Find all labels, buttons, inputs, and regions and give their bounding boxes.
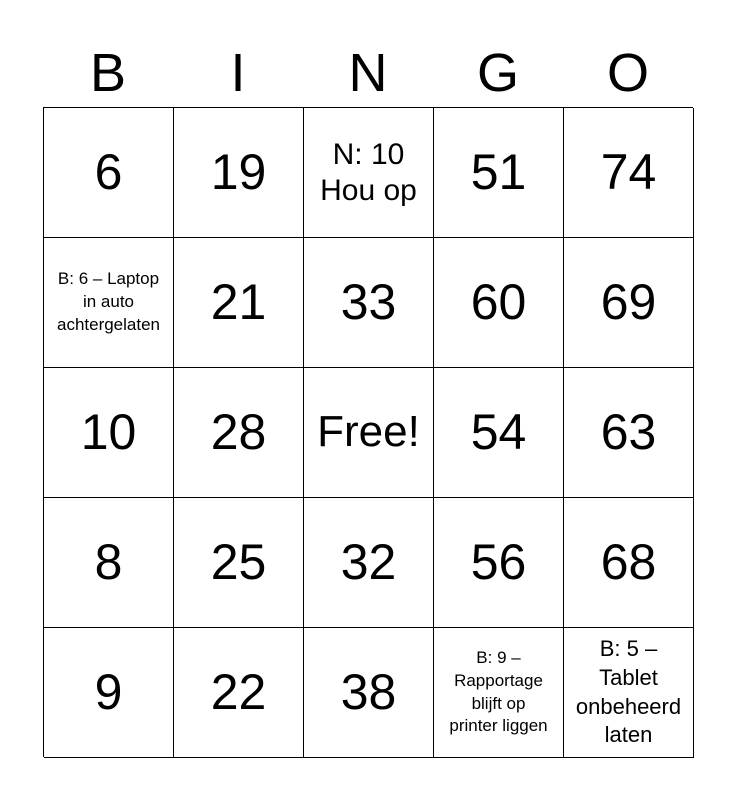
bingo-cell[interactable] (434, 238, 564, 368)
cell-text: N: 10 Hou op (320, 137, 417, 207)
bingo-cell[interactable] (44, 238, 174, 368)
bingo-cell[interactable] (44, 628, 174, 758)
bingo-cell[interactable] (304, 108, 434, 238)
header-letter-o: O (606, 43, 649, 103)
bingo-cell[interactable] (304, 238, 434, 368)
bingo-cell[interactable] (174, 238, 304, 368)
cell-text: 68 (600, 534, 657, 590)
bingo-cell[interactable] (434, 108, 564, 238)
header-letter-i: I (230, 43, 246, 103)
header-letter-g: G (476, 43, 519, 103)
cell-text: 21 (210, 274, 267, 330)
bingo-board (43, 107, 693, 757)
cell-text: 56 (470, 534, 527, 590)
cell-text: B: 9 – Rapportage blijft op printer liggen (449, 647, 548, 736)
cell-text: 10 (80, 404, 137, 460)
bingo-cell[interactable] (564, 498, 694, 628)
cell-text: 69 (600, 274, 657, 330)
bingo-cell[interactable] (304, 498, 434, 628)
header-letter-b: B (89, 43, 127, 103)
cell-text: B: 6 – Laptop in auto achtergelaten (56, 269, 161, 334)
bingo-cell[interactable] (44, 368, 174, 498)
bingo-cell[interactable] (564, 628, 694, 758)
cell-text: 8 (94, 534, 123, 590)
bingo-cell[interactable] (304, 628, 434, 758)
cell-text: 25 (210, 534, 267, 590)
bingo-cell[interactable] (174, 628, 304, 758)
bingo-cell[interactable] (564, 108, 694, 238)
cell-text: 60 (470, 274, 527, 330)
cell-text: Free! (317, 407, 420, 457)
cell-text: 9 (94, 664, 123, 720)
cell-text: 54 (470, 404, 527, 460)
bingo-cell[interactable] (44, 108, 174, 238)
bingo-header (43, 40, 693, 106)
cell-text: 51 (470, 144, 527, 200)
cell-text: 74 (600, 144, 657, 200)
cell-text: 32 (340, 534, 397, 590)
free-space-cell[interactable] (304, 368, 434, 498)
bingo-cell[interactable] (434, 368, 564, 498)
cell-text: 19 (210, 144, 267, 200)
cell-text: 33 (340, 274, 397, 330)
bingo-cell[interactable] (434, 498, 564, 628)
cell-text: 22 (210, 664, 267, 720)
cell-text: 6 (94, 144, 123, 200)
cell-text: 63 (600, 404, 657, 460)
cell-text: B: 5 – Tablet onbeheerd laten (575, 636, 682, 748)
bingo-cell[interactable] (564, 368, 694, 498)
bingo-cell[interactable] (44, 498, 174, 628)
bingo-cell[interactable] (174, 498, 304, 628)
header-letter-n: N (348, 43, 388, 103)
cell-text: 38 (340, 664, 397, 720)
cell-text: 28 (210, 404, 267, 460)
bingo-cell[interactable] (174, 368, 304, 498)
bingo-cell[interactable] (564, 238, 694, 368)
bingo-cell[interactable] (174, 108, 304, 238)
bingo-cell[interactable] (434, 628, 564, 758)
